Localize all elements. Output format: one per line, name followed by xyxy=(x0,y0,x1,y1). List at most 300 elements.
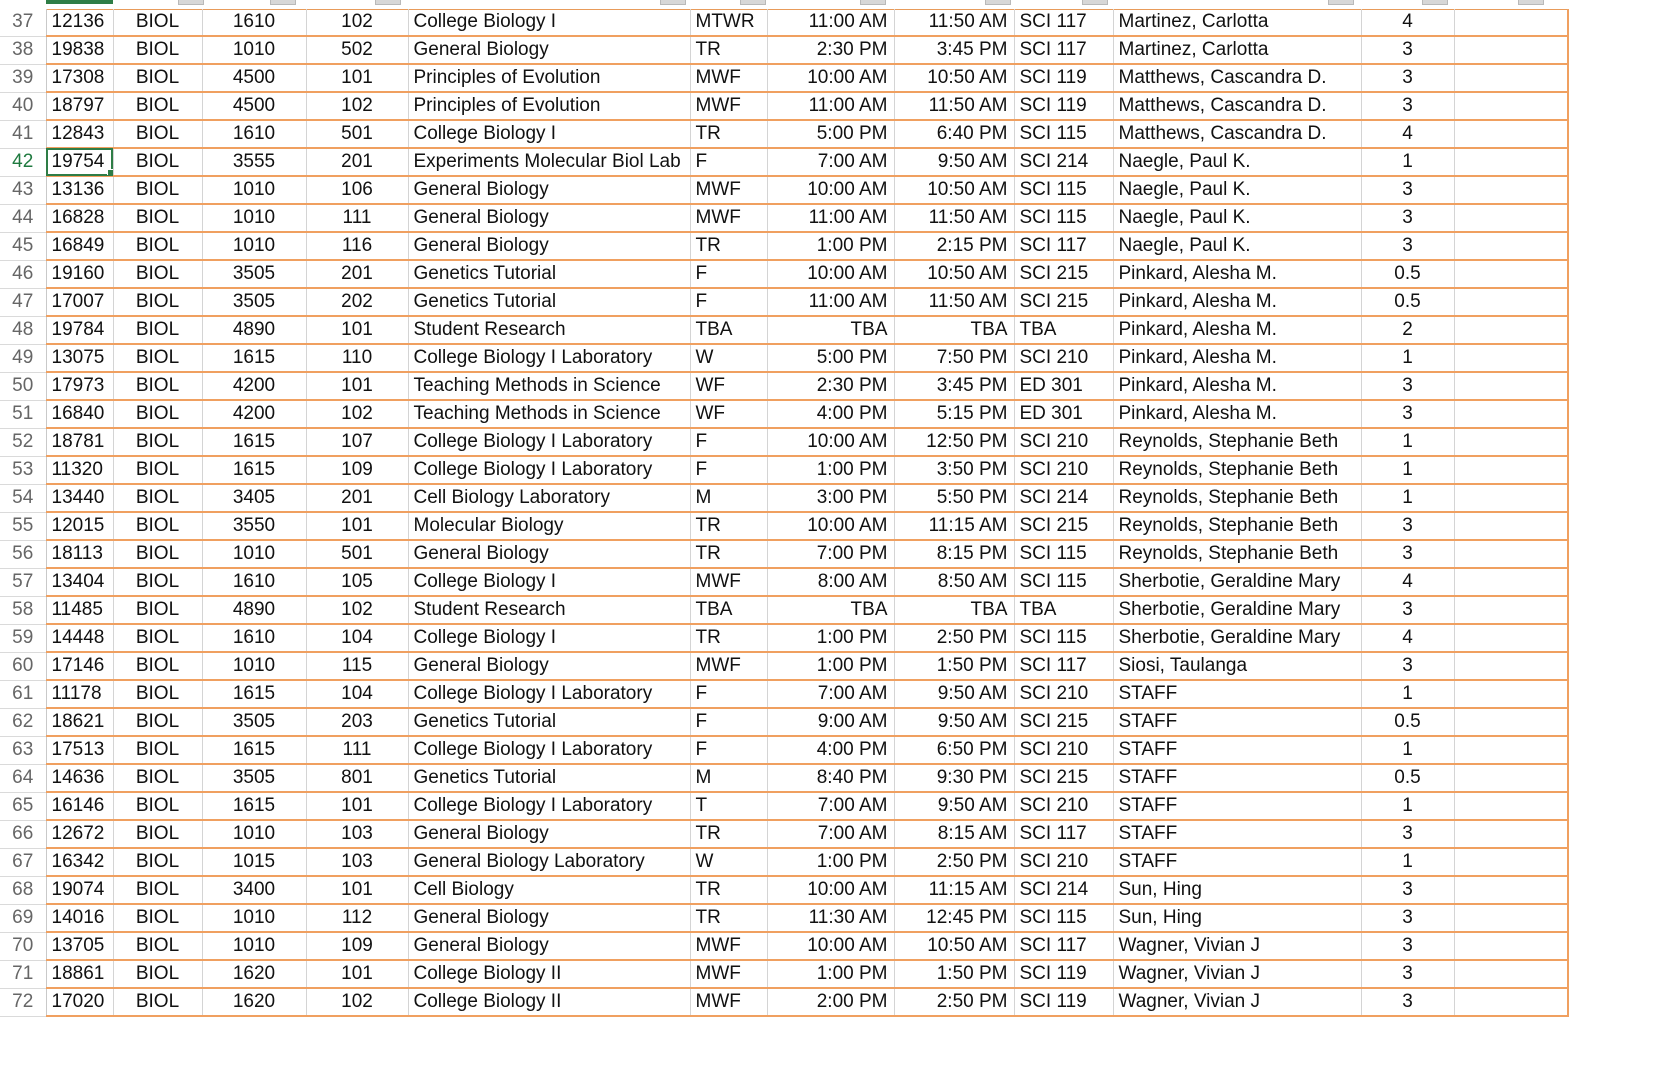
instructor-cell[interactable]: Reynolds, Stephanie Beth xyxy=(1113,484,1361,512)
course-number-cell[interactable]: 4200 xyxy=(202,372,306,400)
credits-cell[interactable]: 4 xyxy=(1361,568,1454,596)
instructor-cell[interactable]: Matthews, Cascandra D. xyxy=(1113,92,1361,120)
course-number-cell[interactable]: 1610 xyxy=(202,568,306,596)
course-title-cell[interactable]: Cell Biology Laboratory xyxy=(408,484,690,512)
room-cell[interactable]: SCI 117 xyxy=(1014,232,1113,260)
days-cell[interactable]: F xyxy=(690,428,767,456)
instructor-cell[interactable]: Wagner, Vivian J xyxy=(1113,960,1361,988)
subject-cell[interactable]: BIOL xyxy=(113,680,202,708)
course-title-cell[interactable]: General Biology xyxy=(408,176,690,204)
section-cell[interactable]: 104 xyxy=(306,624,408,652)
course-number-cell[interactable]: 1010 xyxy=(202,204,306,232)
filter-dropdown-icon[interactable] xyxy=(1422,0,1448,5)
row-number-header[interactable]: 43 xyxy=(0,176,46,204)
instructor-cell[interactable]: STAFF xyxy=(1113,708,1361,736)
end-time-cell[interactable]: 10:50 AM xyxy=(894,932,1014,960)
course-title-cell[interactable]: Principles of Evolution xyxy=(408,92,690,120)
days-cell[interactable]: MWF xyxy=(690,960,767,988)
instructor-cell[interactable]: Martinez, Carlotta xyxy=(1113,9,1361,36)
days-cell[interactable]: MWF xyxy=(690,204,767,232)
subject-cell[interactable]: BIOL xyxy=(113,540,202,568)
row-number-header[interactable]: 72 xyxy=(0,988,46,1016)
section-cell[interactable]: 101 xyxy=(306,64,408,92)
start-time-cell[interactable]: 10:00 AM xyxy=(767,64,894,92)
empty-cell[interactable] xyxy=(1454,176,1568,204)
days-cell[interactable]: MWF xyxy=(690,92,767,120)
section-cell[interactable]: 112 xyxy=(306,904,408,932)
days-cell[interactable]: MWF xyxy=(690,932,767,960)
start-time-cell[interactable]: 7:00 PM xyxy=(767,540,894,568)
days-cell[interactable]: WF xyxy=(690,400,767,428)
row-number-header[interactable]: 57 xyxy=(0,568,46,596)
credits-cell[interactable]: 3 xyxy=(1361,988,1454,1016)
crn-cell[interactable]: 17020 xyxy=(46,988,113,1016)
subject-cell[interactable]: BIOL xyxy=(113,708,202,736)
empty-cell[interactable] xyxy=(1454,988,1568,1016)
days-cell[interactable]: MWF xyxy=(690,988,767,1016)
end-time-cell[interactable]: 10:50 AM xyxy=(894,176,1014,204)
subject-cell[interactable]: BIOL xyxy=(113,92,202,120)
room-cell[interactable]: SCI 119 xyxy=(1014,960,1113,988)
empty-cell[interactable] xyxy=(1454,148,1568,176)
room-cell[interactable]: SCI 115 xyxy=(1014,568,1113,596)
instructor-cell[interactable]: Sun, Hing xyxy=(1113,904,1361,932)
room-cell[interactable]: SCI 115 xyxy=(1014,624,1113,652)
room-cell[interactable]: SCI 210 xyxy=(1014,792,1113,820)
room-cell[interactable]: ED 301 xyxy=(1014,372,1113,400)
empty-cell[interactable] xyxy=(1454,792,1568,820)
credits-cell[interactable]: 0.5 xyxy=(1361,764,1454,792)
course-title-cell[interactable]: Genetics Tutorial xyxy=(408,764,690,792)
row-number-header[interactable]: 39 xyxy=(0,64,46,92)
start-time-cell[interactable]: 4:00 PM xyxy=(767,400,894,428)
room-cell[interactable]: SCI 210 xyxy=(1014,344,1113,372)
section-cell[interactable]: 109 xyxy=(306,456,408,484)
crn-cell[interactable]: 19838 xyxy=(46,36,113,64)
room-cell[interactable]: SCI 214 xyxy=(1014,484,1113,512)
end-time-cell[interactable]: 3:45 PM xyxy=(894,36,1014,64)
empty-cell[interactable] xyxy=(1454,344,1568,372)
crn-cell[interactable]: 16849 xyxy=(46,232,113,260)
subject-cell[interactable]: BIOL xyxy=(113,876,202,904)
subject-cell[interactable]: BIOL xyxy=(113,512,202,540)
row-number-header[interactable]: 47 xyxy=(0,288,46,316)
empty-cell[interactable] xyxy=(1454,92,1568,120)
empty-cell[interactable] xyxy=(1454,876,1568,904)
days-cell[interactable]: MWF xyxy=(690,652,767,680)
section-cell[interactable]: 202 xyxy=(306,288,408,316)
course-title-cell[interactable]: Principles of Evolution xyxy=(408,64,690,92)
instructor-cell[interactable]: STAFF xyxy=(1113,820,1361,848)
end-time-cell[interactable]: 1:50 PM xyxy=(894,960,1014,988)
room-cell[interactable]: SCI 115 xyxy=(1014,120,1113,148)
empty-cell[interactable] xyxy=(1454,36,1568,64)
empty-cell[interactable] xyxy=(1454,260,1568,288)
section-cell[interactable]: 107 xyxy=(306,428,408,456)
course-title-cell[interactable]: College Biology I xyxy=(408,568,690,596)
course-number-cell[interactable]: 4500 xyxy=(202,64,306,92)
instructor-cell[interactable]: STAFF xyxy=(1113,792,1361,820)
section-cell[interactable]: 106 xyxy=(306,176,408,204)
row-number-header[interactable]: 46 xyxy=(0,260,46,288)
row-number-header[interactable]: 58 xyxy=(0,596,46,624)
room-cell[interactable]: SCI 215 xyxy=(1014,260,1113,288)
fill-handle[interactable] xyxy=(107,169,114,176)
start-time-cell[interactable]: 5:00 PM xyxy=(767,120,894,148)
row-number-header[interactable]: 54 xyxy=(0,484,46,512)
course-number-cell[interactable]: 1610 xyxy=(202,120,306,148)
credits-cell[interactable]: 3 xyxy=(1361,92,1454,120)
instructor-cell[interactable]: Naegle, Paul K. xyxy=(1113,148,1361,176)
subject-cell[interactable]: BIOL xyxy=(113,736,202,764)
instructor-cell[interactable]: Naegle, Paul K. xyxy=(1113,176,1361,204)
row-number-header[interactable]: 50 xyxy=(0,372,46,400)
room-cell[interactable]: SCI 210 xyxy=(1014,680,1113,708)
crn-cell[interactable]: 13705 xyxy=(46,932,113,960)
course-title-cell[interactable]: College Biology II xyxy=(408,988,690,1016)
empty-cell[interactable] xyxy=(1454,372,1568,400)
days-cell[interactable]: F xyxy=(690,680,767,708)
credits-cell[interactable]: 3 xyxy=(1361,540,1454,568)
course-number-cell[interactable]: 4890 xyxy=(202,596,306,624)
start-time-cell[interactable]: 4:00 PM xyxy=(767,736,894,764)
section-cell[interactable]: 102 xyxy=(306,400,408,428)
empty-cell[interactable] xyxy=(1454,680,1568,708)
credits-cell[interactable]: 1 xyxy=(1361,428,1454,456)
subject-cell[interactable]: BIOL xyxy=(113,148,202,176)
days-cell[interactable]: TR xyxy=(690,624,767,652)
end-time-cell[interactable]: 12:45 PM xyxy=(894,904,1014,932)
course-title-cell[interactable]: General Biology Laboratory xyxy=(408,848,690,876)
credits-cell[interactable]: 1 xyxy=(1361,848,1454,876)
instructor-cell[interactable]: Reynolds, Stephanie Beth xyxy=(1113,540,1361,568)
course-title-cell[interactable]: Teaching Methods in Science xyxy=(408,372,690,400)
credits-cell[interactable]: 3 xyxy=(1361,64,1454,92)
row-number-header[interactable]: 65 xyxy=(0,792,46,820)
start-time-cell[interactable]: 10:00 AM xyxy=(767,260,894,288)
course-number-cell[interactable]: 1010 xyxy=(202,820,306,848)
row-number-header[interactable]: 53 xyxy=(0,456,46,484)
start-time-cell[interactable]: 7:00 AM xyxy=(767,792,894,820)
crn-cell[interactable]: 18781 xyxy=(46,428,113,456)
course-title-cell[interactable]: College Biology I Laboratory xyxy=(408,456,690,484)
row-number-header[interactable]: 51 xyxy=(0,400,46,428)
crn-cell[interactable]: 14636 xyxy=(46,764,113,792)
course-number-cell[interactable]: 3505 xyxy=(202,708,306,736)
start-time-cell[interactable]: 1:00 PM xyxy=(767,624,894,652)
credits-cell[interactable]: 0.5 xyxy=(1361,260,1454,288)
start-time-cell[interactable]: TBA xyxy=(767,316,894,344)
course-title-cell[interactable]: Molecular Biology xyxy=(408,512,690,540)
subject-cell[interactable]: BIOL xyxy=(113,288,202,316)
course-title-cell[interactable]: General Biology xyxy=(408,540,690,568)
crn-cell[interactable]: 17308 xyxy=(46,64,113,92)
section-cell[interactable]: 203 xyxy=(306,708,408,736)
days-cell[interactable]: MWF xyxy=(690,176,767,204)
end-time-cell[interactable]: TBA xyxy=(894,316,1014,344)
row-number-header[interactable]: 64 xyxy=(0,764,46,792)
course-number-cell[interactable]: 3550 xyxy=(202,512,306,540)
days-cell[interactable]: F xyxy=(690,288,767,316)
days-cell[interactable]: TR xyxy=(690,512,767,540)
credits-cell[interactable]: 1 xyxy=(1361,344,1454,372)
crn-cell[interactable]: 14448 xyxy=(46,624,113,652)
days-cell[interactable]: MWF xyxy=(690,64,767,92)
course-number-cell[interactable]: 1610 xyxy=(202,9,306,36)
section-cell[interactable]: 201 xyxy=(306,260,408,288)
days-cell[interactable]: TR xyxy=(690,820,767,848)
credits-cell[interactable]: 3 xyxy=(1361,232,1454,260)
days-cell[interactable]: W xyxy=(690,344,767,372)
subject-cell[interactable]: BIOL xyxy=(113,456,202,484)
room-cell[interactable]: SCI 210 xyxy=(1014,736,1113,764)
end-time-cell[interactable]: 7:50 PM xyxy=(894,344,1014,372)
subject-cell[interactable]: BIOL xyxy=(113,960,202,988)
subject-cell[interactable]: BIOL xyxy=(113,9,202,36)
room-cell[interactable]: SCI 119 xyxy=(1014,92,1113,120)
room-cell[interactable]: SCI 115 xyxy=(1014,540,1113,568)
crn-cell[interactable]: 12672 xyxy=(46,820,113,848)
section-cell[interactable]: 111 xyxy=(306,736,408,764)
end-time-cell[interactable]: 9:50 AM xyxy=(894,792,1014,820)
instructor-cell[interactable]: Martinez, Carlotta xyxy=(1113,36,1361,64)
end-time-cell[interactable]: 3:45 PM xyxy=(894,372,1014,400)
subject-cell[interactable]: BIOL xyxy=(113,232,202,260)
start-time-cell[interactable]: 10:00 AM xyxy=(767,176,894,204)
section-cell[interactable]: 104 xyxy=(306,680,408,708)
credits-cell[interactable]: 0.5 xyxy=(1361,288,1454,316)
course-number-cell[interactable]: 3400 xyxy=(202,876,306,904)
start-time-cell[interactable]: 1:00 PM xyxy=(767,652,894,680)
subject-cell[interactable]: BIOL xyxy=(113,64,202,92)
start-time-cell[interactable]: 11:30 AM xyxy=(767,904,894,932)
crn-cell[interactable]: 17513 xyxy=(46,736,113,764)
instructor-cell[interactable]: Reynolds, Stephanie Beth xyxy=(1113,428,1361,456)
subject-cell[interactable]: BIOL xyxy=(113,792,202,820)
subject-cell[interactable]: BIOL xyxy=(113,624,202,652)
end-time-cell[interactable]: 9:30 PM xyxy=(894,764,1014,792)
row-number-header[interactable]: 68 xyxy=(0,876,46,904)
start-time-cell[interactable]: 1:00 PM xyxy=(767,960,894,988)
end-time-cell[interactable]: 11:15 AM xyxy=(894,512,1014,540)
row-number-header[interactable]: 59 xyxy=(0,624,46,652)
course-title-cell[interactable]: College Biology I Laboratory xyxy=(408,736,690,764)
days-cell[interactable]: MWF xyxy=(690,568,767,596)
room-cell[interactable]: SCI 210 xyxy=(1014,456,1113,484)
empty-cell[interactable] xyxy=(1454,428,1568,456)
course-number-cell[interactable]: 3405 xyxy=(202,484,306,512)
credits-cell[interactable]: 1 xyxy=(1361,456,1454,484)
row-number-header[interactable]: 40 xyxy=(0,92,46,120)
start-time-cell[interactable]: 11:00 AM xyxy=(767,204,894,232)
row-number-header[interactable]: 38 xyxy=(0,36,46,64)
start-time-cell[interactable]: 8:40 PM xyxy=(767,764,894,792)
start-time-cell[interactable]: 5:00 PM xyxy=(767,344,894,372)
course-number-cell[interactable]: 1615 xyxy=(202,456,306,484)
instructor-cell[interactable]: Pinkard, Alesha M. xyxy=(1113,260,1361,288)
crn-cell[interactable]: 19784 xyxy=(46,316,113,344)
start-time-cell[interactable]: 11:00 AM xyxy=(767,288,894,316)
instructor-cell[interactable]: Pinkard, Alesha M. xyxy=(1113,344,1361,372)
room-cell[interactable]: SCI 215 xyxy=(1014,512,1113,540)
days-cell[interactable]: TR xyxy=(690,904,767,932)
crn-cell[interactable]: 17973 xyxy=(46,372,113,400)
days-cell[interactable]: F xyxy=(690,456,767,484)
course-title-cell[interactable]: Genetics Tutorial xyxy=(408,708,690,736)
course-number-cell[interactable]: 1615 xyxy=(202,428,306,456)
empty-cell[interactable] xyxy=(1454,400,1568,428)
crn-cell[interactable]: 11178 xyxy=(46,680,113,708)
instructor-cell[interactable]: Wagner, Vivian J xyxy=(1113,932,1361,960)
subject-cell[interactable]: BIOL xyxy=(113,176,202,204)
days-cell[interactable]: F xyxy=(690,708,767,736)
filter-dropdown-icon[interactable] xyxy=(1328,0,1354,5)
subject-cell[interactable]: BIOL xyxy=(113,428,202,456)
course-number-cell[interactable]: 1010 xyxy=(202,36,306,64)
crn-cell[interactable]: 17007 xyxy=(46,288,113,316)
credits-cell[interactable]: 3 xyxy=(1361,876,1454,904)
days-cell[interactable]: TR xyxy=(690,232,767,260)
start-time-cell[interactable]: TBA xyxy=(767,596,894,624)
course-title-cell[interactable]: Cell Biology xyxy=(408,876,690,904)
end-time-cell[interactable]: 2:50 PM xyxy=(894,624,1014,652)
credits-cell[interactable]: 4 xyxy=(1361,9,1454,36)
course-number-cell[interactable]: 1010 xyxy=(202,932,306,960)
empty-cell[interactable] xyxy=(1454,764,1568,792)
end-time-cell[interactable]: 11:50 AM xyxy=(894,9,1014,36)
row-number-header[interactable]: 55 xyxy=(0,512,46,540)
end-time-cell[interactable]: 10:50 AM xyxy=(894,64,1014,92)
days-cell[interactable]: WF xyxy=(690,372,767,400)
crn-cell[interactable]: 18861 xyxy=(46,960,113,988)
section-cell[interactable]: 101 xyxy=(306,512,408,540)
start-time-cell[interactable]: 2:00 PM xyxy=(767,988,894,1016)
end-time-cell[interactable]: 3:50 PM xyxy=(894,456,1014,484)
course-title-cell[interactable]: General Biology xyxy=(408,820,690,848)
start-time-cell[interactable]: 7:00 AM xyxy=(767,820,894,848)
credits-cell[interactable]: 3 xyxy=(1361,36,1454,64)
empty-cell[interactable] xyxy=(1454,652,1568,680)
crn-cell[interactable]: 12136 xyxy=(46,9,113,36)
course-title-cell[interactable]: College Biology I Laboratory xyxy=(408,428,690,456)
row-number-header[interactable]: 56 xyxy=(0,540,46,568)
course-title-cell[interactable]: Teaching Methods in Science xyxy=(408,400,690,428)
empty-cell[interactable] xyxy=(1454,484,1568,512)
room-cell[interactable]: SCI 117 xyxy=(1014,36,1113,64)
row-number-header[interactable]: 44 xyxy=(0,204,46,232)
course-number-cell[interactable]: 1620 xyxy=(202,988,306,1016)
crn-cell[interactable]: 19074 xyxy=(46,876,113,904)
crn-cell[interactable]: 16840 xyxy=(46,400,113,428)
course-title-cell[interactable]: General Biology xyxy=(408,232,690,260)
section-cell[interactable]: 103 xyxy=(306,820,408,848)
selected-cell[interactable]: 19754 xyxy=(46,148,113,176)
credits-cell[interactable]: 3 xyxy=(1361,820,1454,848)
empty-cell[interactable] xyxy=(1454,316,1568,344)
section-cell[interactable]: 101 xyxy=(306,876,408,904)
course-title-cell[interactable]: College Biology I Laboratory xyxy=(408,792,690,820)
row-number-header[interactable]: 49 xyxy=(0,344,46,372)
subject-cell[interactable]: BIOL xyxy=(113,848,202,876)
course-number-cell[interactable]: 4200 xyxy=(202,400,306,428)
subject-cell[interactable]: BIOL xyxy=(113,596,202,624)
row-number-header[interactable]: 41 xyxy=(0,120,46,148)
room-cell[interactable]: SCI 117 xyxy=(1014,820,1113,848)
end-time-cell[interactable]: 8:15 PM xyxy=(894,540,1014,568)
subject-cell[interactable]: BIOL xyxy=(113,904,202,932)
empty-cell[interactable] xyxy=(1454,512,1568,540)
empty-cell[interactable] xyxy=(1454,288,1568,316)
credits-cell[interactable]: 1 xyxy=(1361,148,1454,176)
course-title-cell[interactable]: General Biology xyxy=(408,904,690,932)
course-number-cell[interactable]: 4890 xyxy=(202,316,306,344)
row-number-header[interactable]: 71 xyxy=(0,960,46,988)
credits-cell[interactable]: 1 xyxy=(1361,792,1454,820)
credits-cell[interactable]: 1 xyxy=(1361,484,1454,512)
instructor-cell[interactable]: Siosi, Taulanga xyxy=(1113,652,1361,680)
instructor-cell[interactable]: Pinkard, Alesha M. xyxy=(1113,316,1361,344)
credits-cell[interactable]: 3 xyxy=(1361,400,1454,428)
start-time-cell[interactable]: 10:00 AM xyxy=(767,512,894,540)
start-time-cell[interactable]: 10:00 AM xyxy=(767,932,894,960)
course-number-cell[interactable]: 1010 xyxy=(202,540,306,568)
section-cell[interactable]: 201 xyxy=(306,148,408,176)
section-cell[interactable]: 501 xyxy=(306,540,408,568)
days-cell[interactable]: M xyxy=(690,764,767,792)
start-time-cell[interactable]: 1:00 PM xyxy=(767,232,894,260)
room-cell[interactable]: SCI 214 xyxy=(1014,876,1113,904)
course-number-cell[interactable]: 1010 xyxy=(202,232,306,260)
room-cell[interactable]: SCI 215 xyxy=(1014,708,1113,736)
room-cell[interactable]: TBA xyxy=(1014,316,1113,344)
empty-cell[interactable] xyxy=(1454,456,1568,484)
row-number-header[interactable]: 42 xyxy=(0,148,46,176)
course-number-cell[interactable]: 3505 xyxy=(202,288,306,316)
section-cell[interactable]: 101 xyxy=(306,372,408,400)
credits-cell[interactable]: 3 xyxy=(1361,596,1454,624)
credits-cell[interactable]: 2 xyxy=(1361,316,1454,344)
room-cell[interactable]: SCI 119 xyxy=(1014,988,1113,1016)
credits-cell[interactable]: 3 xyxy=(1361,204,1454,232)
subject-cell[interactable]: BIOL xyxy=(113,988,202,1016)
empty-cell[interactable] xyxy=(1454,204,1568,232)
end-time-cell[interactable]: 1:50 PM xyxy=(894,652,1014,680)
credits-cell[interactable]: 4 xyxy=(1361,624,1454,652)
section-cell[interactable]: 801 xyxy=(306,764,408,792)
subject-cell[interactable]: BIOL xyxy=(113,372,202,400)
section-cell[interactable]: 115 xyxy=(306,652,408,680)
room-cell[interactable]: SCI 214 xyxy=(1014,148,1113,176)
crn-cell[interactable]: 16828 xyxy=(46,204,113,232)
section-cell[interactable]: 501 xyxy=(306,120,408,148)
end-time-cell[interactable]: 8:50 AM xyxy=(894,568,1014,596)
subject-cell[interactable]: BIOL xyxy=(113,344,202,372)
crn-cell[interactable]: 12843 xyxy=(46,120,113,148)
section-cell[interactable]: 105 xyxy=(306,568,408,596)
subject-cell[interactable]: BIOL xyxy=(113,568,202,596)
row-number-header[interactable]: 61 xyxy=(0,680,46,708)
room-cell[interactable]: SCI 117 xyxy=(1014,652,1113,680)
course-number-cell[interactable]: 3555 xyxy=(202,148,306,176)
empty-cell[interactable] xyxy=(1454,932,1568,960)
days-cell[interactable]: TBA xyxy=(690,596,767,624)
crn-cell[interactable]: 19160 xyxy=(46,260,113,288)
room-cell[interactable]: SCI 119 xyxy=(1014,64,1113,92)
row-number-header[interactable]: 45 xyxy=(0,232,46,260)
start-time-cell[interactable]: 7:00 AM xyxy=(767,680,894,708)
end-time-cell[interactable]: 11:50 AM xyxy=(894,204,1014,232)
course-number-cell[interactable]: 1620 xyxy=(202,960,306,988)
